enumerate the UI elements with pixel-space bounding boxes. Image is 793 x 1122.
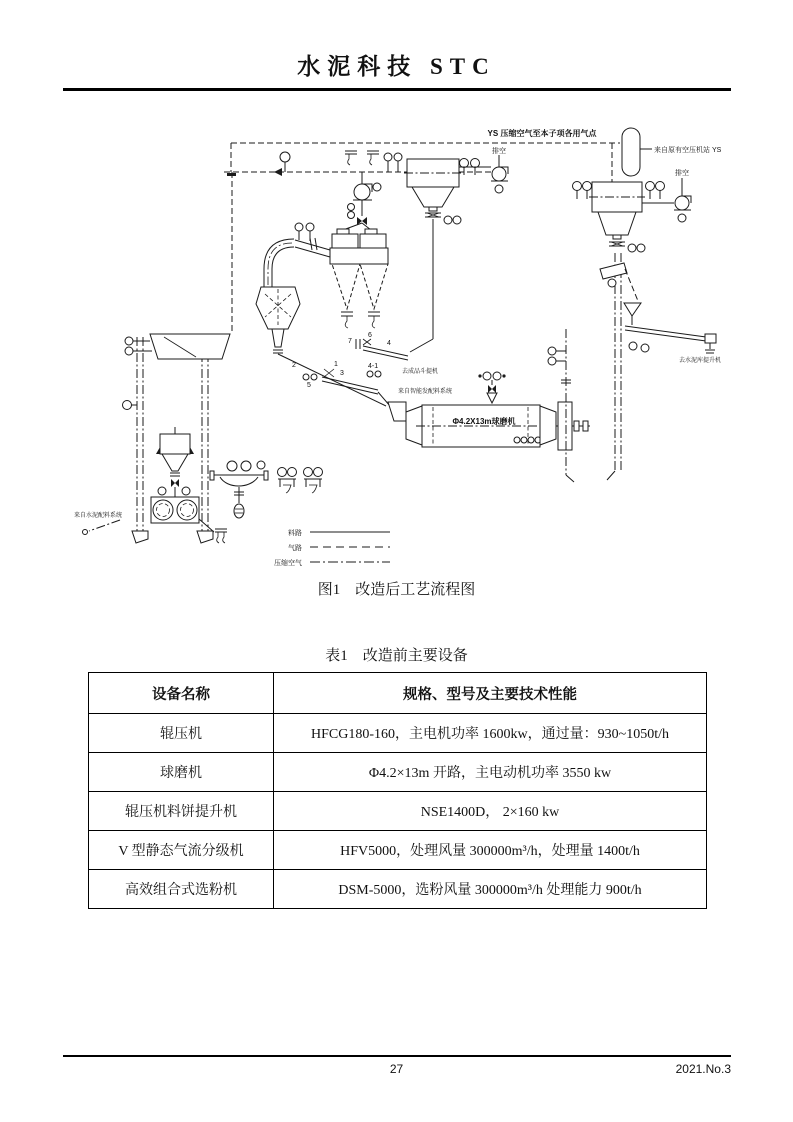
table-row <box>89 792 707 831</box>
journal-title: 水泥科技 STC <box>297 54 496 79</box>
footer-rule <box>63 1055 731 1057</box>
item-6: 6 <box>368 332 372 339</box>
equipment-name: V 型静态气流分级机 <box>89 831 274 870</box>
table-row <box>89 714 707 753</box>
equipment-spec: NSE1400D， 2×160 kw <box>274 792 707 831</box>
equipment-spec: Φ4.2×13m 开路，主电动机功率 3550 kw <box>274 753 707 792</box>
equipment-spec: HFCG180-160，主电机功率 1600kw，通过量：930~1050t/h <box>274 714 707 753</box>
twin-cyclone-separator <box>330 172 388 328</box>
bag-filter-large <box>573 182 665 253</box>
header-rule <box>63 88 731 91</box>
hanger-symbols <box>215 468 323 544</box>
roller-press <box>151 487 214 532</box>
item-7: 7 <box>348 338 352 345</box>
equipment-table <box>88 672 707 909</box>
legend-material-label: 料路 <box>288 530 302 537</box>
air-slide-feeder <box>210 461 268 518</box>
col-header-equipment-name: 设备名称 <box>89 673 274 714</box>
top-gate-symbols <box>345 151 402 172</box>
from-batching-line <box>74 511 122 535</box>
air-receiver-tank <box>622 128 722 176</box>
equipment-spec: DSM-5000，选粉风量 300000m³/h 处理能力 900t/h <box>274 870 707 909</box>
to-cement-silo-elevator-label: 去水泥库提升机 <box>678 358 722 364</box>
item-4-1: 4-1 <box>368 363 379 370</box>
col-header-specs: 规格、型号及主要技术性能 <box>274 673 707 714</box>
table-row <box>89 753 707 792</box>
weigh-hopper <box>156 427 194 497</box>
figure-caption: 图1 改造后工艺流程图 <box>317 582 476 598</box>
from-cement-batching-label: 来自水泥配料系统 <box>74 513 123 519</box>
mill-feed-area <box>292 332 452 406</box>
legend-gas-label: 气路 <box>288 545 302 552</box>
item-2: 2 <box>292 362 296 369</box>
vent-label-2: 排空 <box>675 170 689 177</box>
elbow-duct <box>264 223 330 287</box>
table-caption: 表1 改造前主要设备 <box>325 648 468 664</box>
exhaust-fan-1 <box>459 146 508 193</box>
from-feed-system-label: 来自智能发配料系统 <box>398 389 453 395</box>
equipment-name: 高效组合式选粉机 <box>89 870 274 909</box>
air-header-label: YS 压缩空气至本子项各用气点 <box>487 129 597 138</box>
table-row <box>89 831 707 870</box>
page-number: 27 <box>389 1062 404 1076</box>
equipment-name: 辊压机 <box>89 714 274 753</box>
item-4: 4 <box>387 340 391 347</box>
equipment-name: 辊压机料饼提升机 <box>89 792 274 831</box>
bf2-discharge-train <box>600 253 721 480</box>
process-flow-diagram <box>72 118 734 578</box>
bag-filter-small <box>404 159 480 353</box>
exhaust-fan-2 <box>642 168 691 222</box>
legend-compressed-air-label: 压缩空气 <box>274 560 302 567</box>
ball-mill-label: Φ4.2X13m球磨机 <box>452 417 516 426</box>
diagram-legend <box>274 528 390 567</box>
vent-label-1: 排空 <box>492 148 506 155</box>
equipment-name: 球磨机 <box>89 753 274 792</box>
process-flow-figure <box>72 118 734 578</box>
item-3: 3 <box>340 370 344 377</box>
from-compressor-label: 来自原有空压机站 YS <box>654 147 722 154</box>
item-1: 1 <box>334 361 338 368</box>
table-header-row <box>89 673 707 714</box>
equipment-spec: HFV5000，处理风量 300000m³/h，处理量 1400t/h <box>274 831 707 870</box>
table-row <box>89 870 707 909</box>
ball-mill <box>388 372 590 450</box>
issue-number: 2021.No.3 <box>675 1062 731 1076</box>
to-product-elevator-label: 去成品斗提机 <box>402 369 439 375</box>
item-5: 5 <box>307 382 311 389</box>
